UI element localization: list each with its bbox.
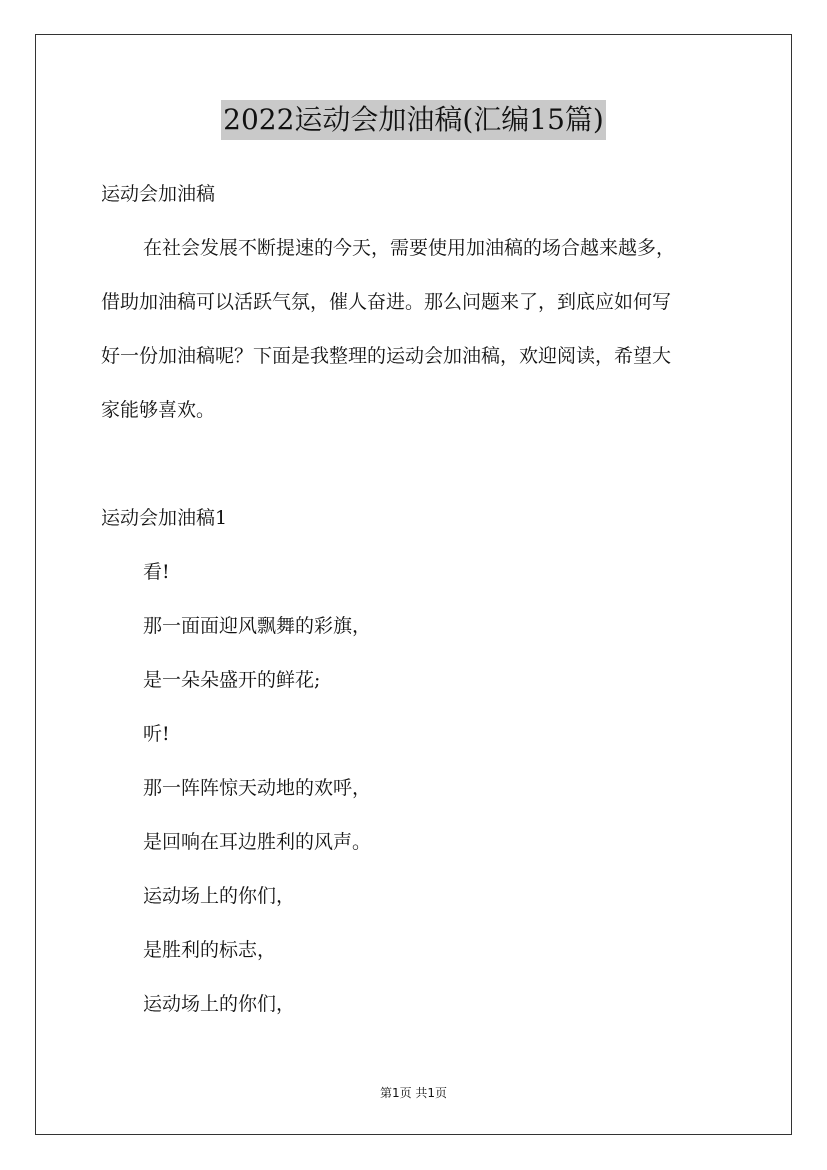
poem-line-5: 那一阵阵惊天动地的欢呼， — [143, 777, 372, 799]
poem-line-8: 是胜利的标志， — [143, 939, 277, 961]
poem-line-4: 听! — [143, 723, 170, 745]
intro-line-2: 借助加油稿可以活跃气氛，催人奋进。那么问题来了，到底应如何写 — [101, 291, 672, 313]
poem-line-2: 那一面面迎风飘舞的彩旗， — [143, 615, 372, 637]
poem-line-6: 是回响在耳边胜利的风声。 — [143, 831, 372, 853]
poem-line-7: 运动场上的你们， — [143, 885, 296, 907]
intro-line-3: 好一份加油稿呢？下面是我整理的运动会加油稿，欢迎阅读，希望大 — [101, 345, 672, 367]
poem-line-3: 是一朵朵盛开的鲜花; — [143, 669, 321, 691]
page-footer: 第1页 共1页 — [379, 1086, 448, 1100]
poem-line-1: 看! — [143, 561, 170, 583]
piece-heading: 运动会加油稿1 — [101, 507, 228, 529]
section-heading: 运动会加油稿 — [101, 183, 216, 205]
intro-line-4: 家能够喜欢。 — [101, 399, 216, 421]
document-title: 2022运动会加油稿(汇编15篇) — [221, 100, 606, 140]
title-container — [0, 100, 827, 140]
intro-line-1: 在社会发展不断提速的今天，需要使用加油稿的场合越来越多， — [143, 237, 676, 259]
poem-line-9: 运动场上的你们， — [143, 993, 296, 1015]
